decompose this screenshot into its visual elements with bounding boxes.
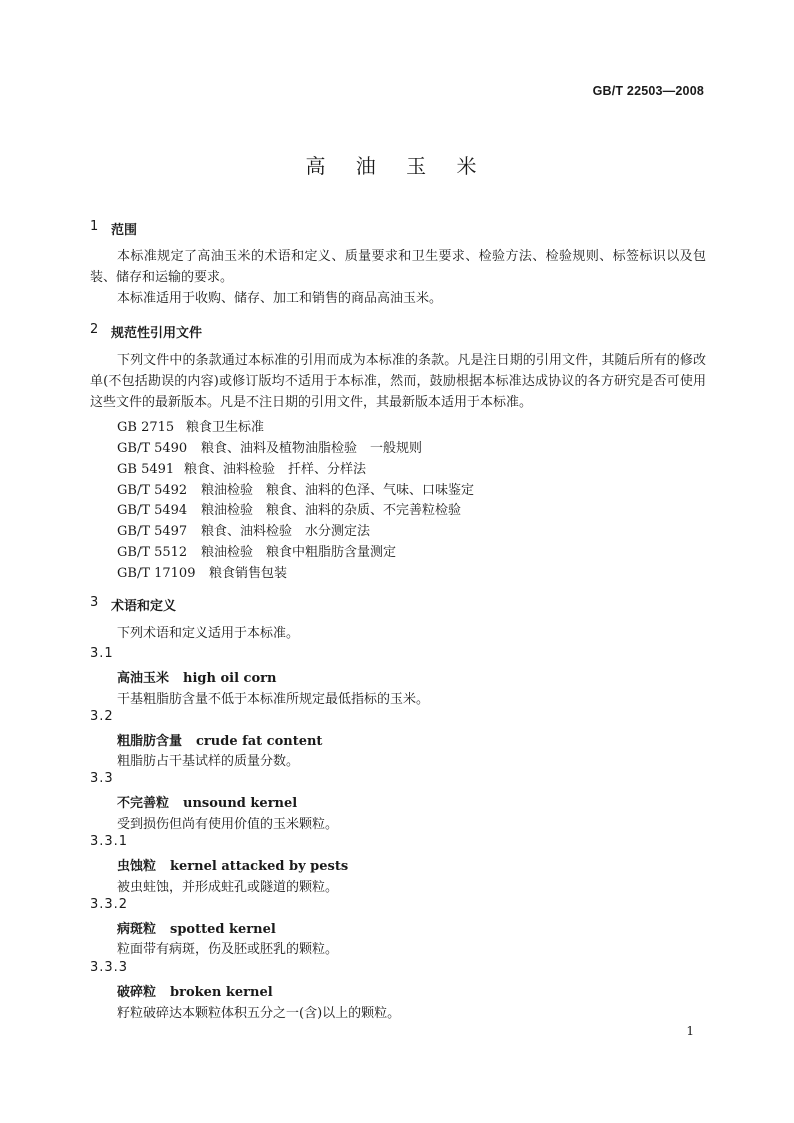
term-definition: 粗脂肪占干基试样的质量分数。 (117, 754, 300, 769)
reference-code: GB 5491 (117, 462, 175, 477)
reference-code: GB/T 17109 (117, 566, 196, 581)
term-zh: 破碎粒 (117, 985, 157, 1000)
term-number: 3.2 (90, 709, 114, 724)
reference-name: 粮食、油料检验 水分测定法 (201, 524, 371, 539)
reference-name: 粮食卫生标准 (186, 420, 265, 435)
term-zh: 高油玉米 (117, 671, 170, 686)
scope-paragraph-2: 本标准适用于收购、储存、加工和销售的商品高油玉米。 (117, 291, 443, 306)
section-title-terms: 术语和定义 (111, 599, 177, 614)
term-number: 3.3.2 (90, 897, 129, 912)
term-en: broken kernel (170, 985, 273, 1000)
term-heading (117, 792, 297, 811)
term-en: spotted kernel (170, 922, 276, 937)
reference-code: GB/T 5497 (117, 524, 188, 539)
term-zh: 病斑粒 (117, 922, 157, 937)
term-zh: 粗脂肪含量 (117, 734, 183, 749)
section-number: 1 (90, 219, 99, 234)
reference-item (117, 562, 287, 581)
section-number: 2 (90, 322, 99, 337)
terms-intro-paragraph: 下列术语和定义适用于本标准。 (117, 626, 300, 641)
reference-name: 粮油检验 粮食、油料的杂质、不完善粒检验 (201, 503, 462, 518)
reference-code: GB/T 5494 (117, 503, 188, 518)
term-zh: 虫蚀粒 (117, 859, 157, 874)
term-heading (117, 730, 322, 749)
reference-code: GB/T 5492 (117, 483, 188, 498)
reference-code: GB/T 5490 (117, 441, 188, 456)
term-number: 3.1 (90, 646, 114, 661)
term-number: 3.3.3 (90, 960, 129, 975)
term-heading (117, 667, 276, 686)
reference-item (117, 541, 396, 560)
term-heading (117, 855, 348, 874)
term-zh: 不完善粒 (117, 796, 170, 811)
reference-name: 粮食、油料检验 扦样、分样法 (184, 462, 367, 477)
term-en: unsound kernel (183, 796, 298, 811)
section-number: 3 (90, 595, 99, 610)
reference-name: 粮油检验 粮食中粗脂肪含量测定 (201, 545, 397, 560)
reference-item (117, 479, 474, 498)
term-en: crude fat content (196, 734, 323, 749)
term-definition: 籽粒破碎达本颗粒体积五分之一(含)以上的颗粒。 (117, 1006, 401, 1021)
term-heading (117, 918, 276, 937)
section-title-scope: 范围 (111, 223, 138, 238)
reference-name: 粮食销售包装 (209, 566, 288, 581)
reference-item (117, 458, 366, 477)
section-title-references: 规范性引用文件 (111, 326, 203, 341)
term-definition: 受到损伤但尚有使用价值的玉米颗粒。 (117, 817, 339, 832)
page-number: 1 (686, 1024, 694, 1038)
term-number: 3.3.1 (90, 834, 129, 849)
term-number: 3.3 (90, 771, 114, 786)
term-definition: 干基粗脂肪含量不低于本标准所规定最低指标的玉米。 (117, 692, 430, 707)
scope-paragraph-1: 本标准规定了高油玉米的术语和定义、质量要求和卫生要求、检验方法、检验规则、标签标识以及包装、储存和运输的要求。 (90, 249, 706, 285)
reference-item (117, 416, 264, 435)
term-en: kernel attacked by pests (170, 859, 349, 874)
term-definition: 粒面带有病斑，伤及胚或胚乳的颗粒。 (117, 942, 339, 957)
document-title: 高 油 玉 米 (305, 154, 489, 178)
reference-item (117, 499, 461, 518)
term-definition: 被虫蛀蚀，并形成蛀孔或隧道的颗粒。 (117, 880, 339, 895)
references-paragraph: 下列文件中的条款通过本标准的引用而成为本标准的条款。凡是注日期的引用文件，其随后所有的修改单(不包括勘误的内容)或修订版均不适用于本标准，然而，鼓励根据本标准达成协议的各方研究是否可使用这些文件的最新版本。凡是不注日期的引用文件，其最新版本适用于本标准。 (90, 353, 706, 410)
term-heading (117, 981, 273, 1000)
reference-name: 粮食、油料及植物油脂检验 一般规则 (201, 441, 423, 456)
reference-item (117, 437, 422, 456)
standard-number: GB/T 22503—2008 (592, 84, 704, 98)
reference-code: GB 2715 (117, 420, 175, 435)
reference-name: 粮油检验 粮食、油料的色泽、气味、口味鉴定 (201, 483, 475, 498)
term-en: high oil corn (183, 671, 277, 686)
reference-code: GB/T 5512 (117, 545, 188, 560)
reference-item (117, 520, 370, 539)
